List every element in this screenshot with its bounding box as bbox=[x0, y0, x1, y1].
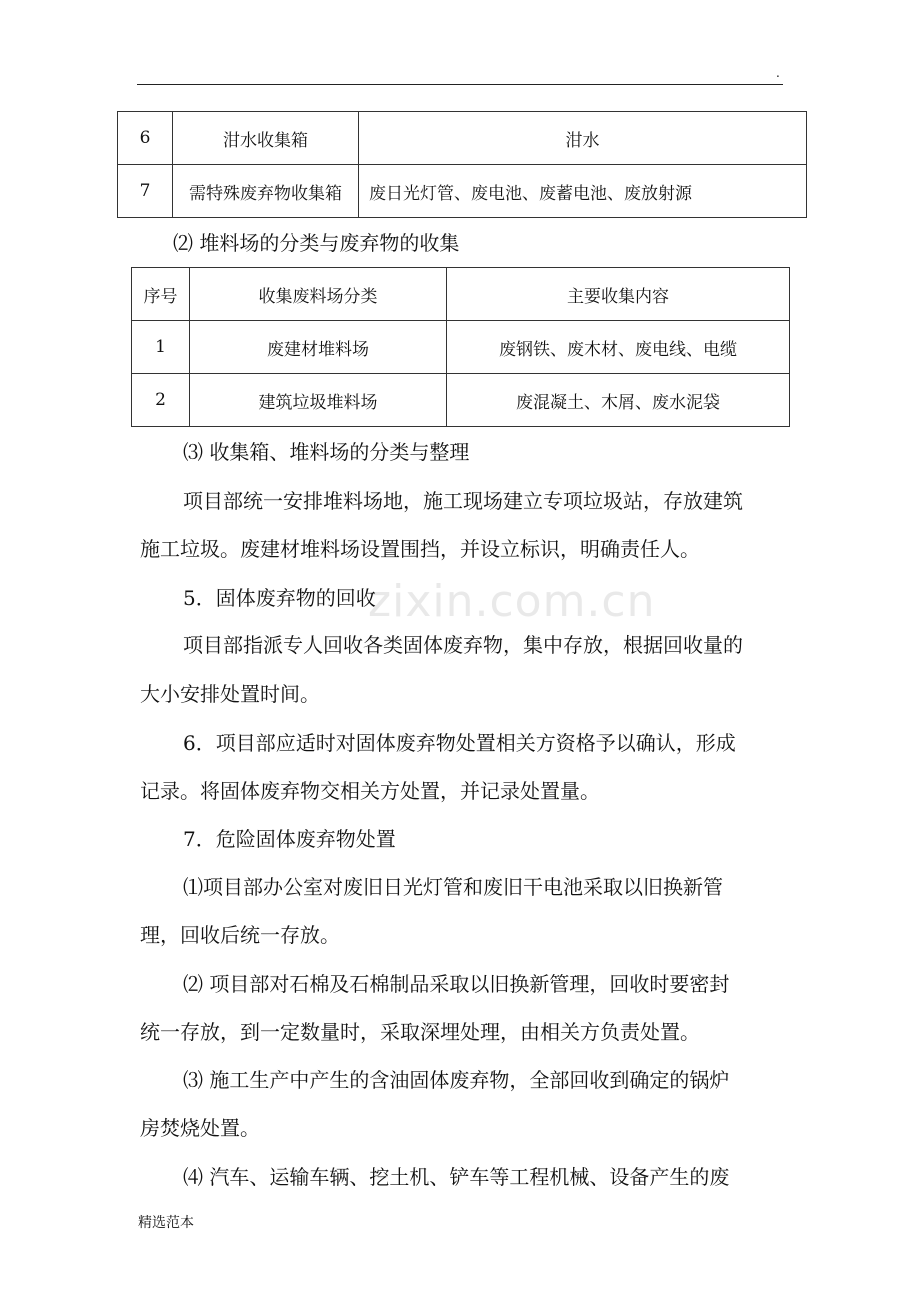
paragraph-line: 理，回收后统一存放。 bbox=[140, 923, 340, 947]
column-header: 序号 bbox=[132, 268, 190, 321]
container-content: 废日光灯管、废电池、废蓄电池、废放射源 bbox=[359, 165, 807, 218]
footer-label: 精选范本 bbox=[138, 1215, 194, 1231]
table-row bbox=[118, 165, 807, 218]
paragraph-line: 项目部统一安排堆料场地，施工现场建立专项垃圾站，存放建筑 bbox=[183, 489, 743, 513]
paragraph-line: ⑷ 汽车、运输车辆、挖土机、铲车等工程机械、设备产生的废 bbox=[183, 1165, 730, 1189]
paragraph-line: 房焚烧处置。 bbox=[140, 1116, 260, 1140]
table-header-row bbox=[132, 268, 790, 321]
paragraph-line: ⑵ 项目部对石棉及石棉制品采取以旧换新管理，回收时要密封 bbox=[183, 972, 730, 996]
paragraph-line: 项目部指派专人回收各类固体废弃物，集中存放，根据回收量的 bbox=[183, 633, 743, 657]
stockyard-content: 废钢铁、废木材、废电线、电缆 bbox=[447, 321, 790, 374]
row-number: 1 bbox=[132, 321, 190, 374]
stockyard-name: 废建材堆料场 bbox=[190, 321, 447, 374]
stockyard-table bbox=[131, 267, 790, 427]
container-name: 需特殊废弃物收集箱 bbox=[173, 165, 359, 218]
section-heading: ⑵ 堆料场的分类与废弃物的收集 bbox=[173, 231, 460, 255]
row-number: 2 bbox=[132, 374, 190, 427]
paragraph-line: 大小安排处置时间。 bbox=[140, 682, 320, 706]
stockyard-content: 废混凝土、木屑、废水泥袋 bbox=[447, 374, 790, 427]
paragraph-line: ⑶ 施工生产中产生的含油固体废弃物，全部回收到确定的锅炉 bbox=[183, 1068, 730, 1092]
watermark: zixin.com.cn bbox=[368, 576, 656, 627]
container-content: 泔水 bbox=[359, 112, 807, 165]
container-name: 泔水收集箱 bbox=[173, 112, 359, 165]
subheading: 5．固体废弃物的回收 bbox=[183, 586, 376, 610]
column-header: 收集废料场分类 bbox=[190, 268, 447, 321]
header-rule bbox=[137, 84, 783, 85]
column-header: 主要收集内容 bbox=[447, 268, 790, 321]
paragraph-line: ⑴项目部办公室对废旧日光灯管和废旧干电池采取以旧换新管 bbox=[183, 875, 723, 899]
paragraph-line: 统一存放，到一定数量时，采取深埋处理，由相关方负责处置。 bbox=[140, 1020, 700, 1044]
table-row bbox=[132, 321, 790, 374]
table-row bbox=[118, 112, 807, 165]
paragraph-line: 施工垃圾。废建材堆料场设置围挡，并设立标识，明确责任人。 bbox=[140, 537, 700, 561]
subheading: 7．危险固体废弃物处置 bbox=[183, 827, 396, 851]
row-number: 7 bbox=[118, 165, 173, 218]
container-table-continued bbox=[117, 111, 807, 218]
row-number: 6 bbox=[118, 112, 173, 165]
stockyard-name: 建筑垃圾堆料场 bbox=[190, 374, 447, 427]
table-row bbox=[132, 374, 790, 427]
paragraph-line: 6．项目部应适时对固体废弃物处置相关方资格予以确认，形成 bbox=[183, 731, 736, 755]
header-dot: . bbox=[776, 66, 780, 80]
subheading: ⑶ 收集箱、堆料场的分类与整理 bbox=[183, 440, 470, 464]
paragraph-line: 记录。将固体废弃物交相关方处置，并记录处置量。 bbox=[140, 779, 600, 803]
